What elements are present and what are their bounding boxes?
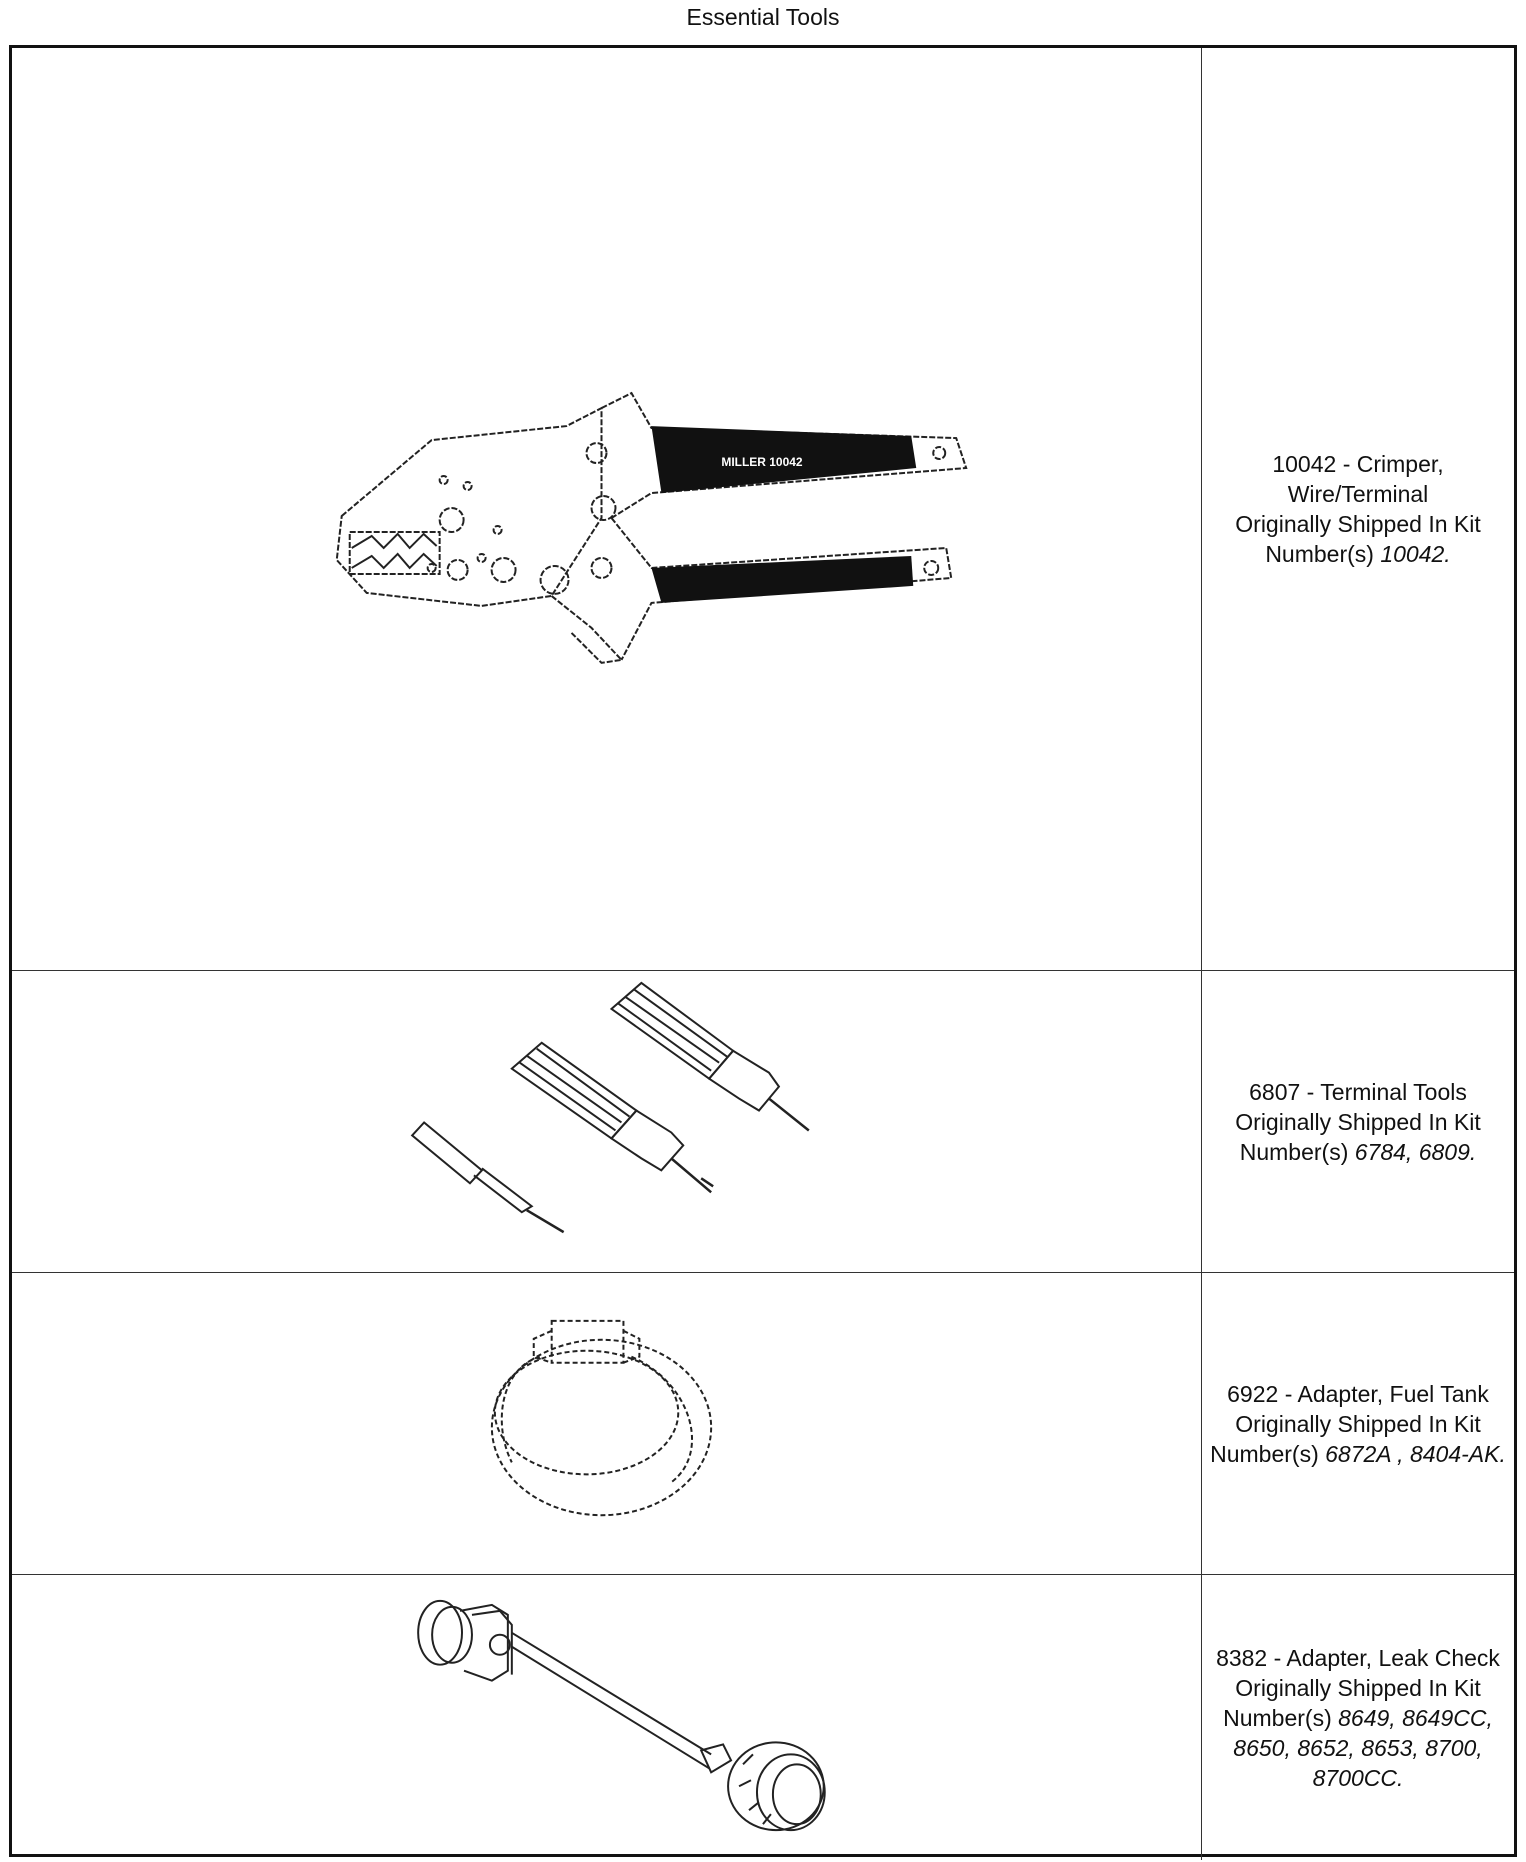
shipped-label: Originally Shipped In Kit Number(s) bbox=[1210, 1410, 1481, 1467]
tool-image-cell bbox=[12, 1273, 1202, 1574]
kit-numbers: 6872A , 8404-AK. bbox=[1325, 1440, 1506, 1467]
tool-name: 6922 - Adapter, Fuel Tank bbox=[1227, 1380, 1489, 1407]
tool-description bbox=[1202, 1575, 1514, 1860]
tool-kit-label bbox=[1208, 1673, 1508, 1793]
crimper-brand-label: MILLER 10042 bbox=[721, 455, 803, 470]
shipped-label: Originally Shipped In Kit Number(s) bbox=[1235, 1108, 1481, 1165]
tool-name: 10042 - Crimper, Wire/Terminal bbox=[1272, 451, 1444, 507]
leak-check-adapter-icon bbox=[12, 1575, 1201, 1860]
terminal-tools-icon bbox=[12, 971, 1201, 1272]
kit-numbers: 6784, 6809. bbox=[1354, 1138, 1477, 1165]
tool-image-cell bbox=[12, 971, 1202, 1272]
tool-image-cell bbox=[12, 48, 1202, 970]
tool-row bbox=[12, 1272, 1514, 1574]
tool-kit-label bbox=[1208, 509, 1508, 569]
shipped-label: Originally Shipped In Kit Number(s) bbox=[1235, 511, 1481, 567]
tool-name: 8382 - Adapter, Leak Check bbox=[1216, 1644, 1500, 1671]
kit-numbers: 8649, 8649CC, 8650, 8652, 8653, 8700, 8700CC. bbox=[1233, 1704, 1493, 1791]
tool-kit-label bbox=[1208, 1107, 1508, 1167]
fuel-tank-adapter-icon bbox=[12, 1273, 1201, 1574]
tool-description bbox=[1202, 971, 1514, 1272]
crimper-icon bbox=[12, 48, 1201, 970]
tool-description bbox=[1202, 1273, 1514, 1574]
tool-row bbox=[12, 1574, 1514, 1860]
tool-description bbox=[1202, 48, 1514, 970]
tool-kit-label bbox=[1208, 1409, 1508, 1469]
kit-numbers: 10042. bbox=[1380, 541, 1451, 567]
tool-name: 6807 - Terminal Tools bbox=[1249, 1078, 1467, 1105]
page-title: Essential Tools bbox=[686, 4, 840, 30]
shipped-label: Originally Shipped In Kit Number(s) bbox=[1223, 1674, 1481, 1731]
tool-row bbox=[12, 970, 1514, 1272]
tool-image-cell bbox=[12, 1575, 1202, 1860]
tool-row bbox=[12, 48, 1514, 970]
tools-table bbox=[9, 45, 1517, 1857]
